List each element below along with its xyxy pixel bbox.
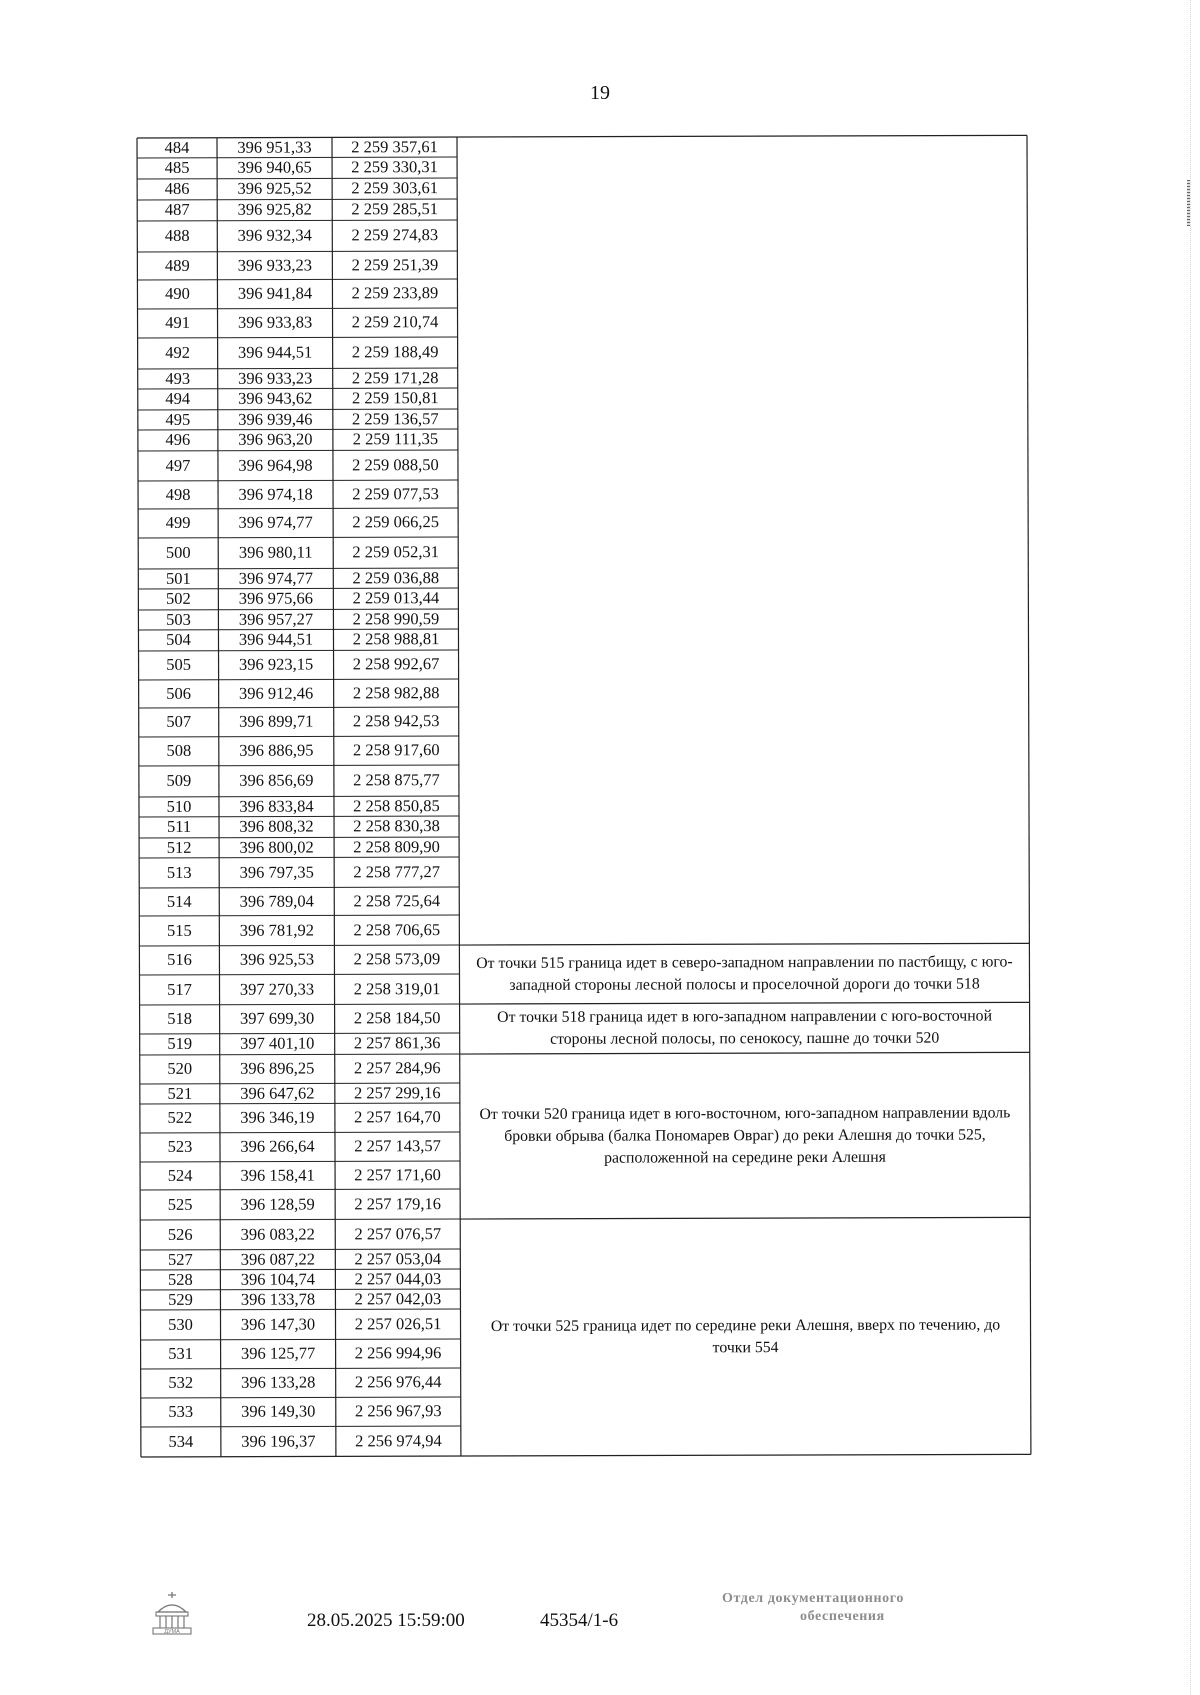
y-coordinate-cell: 2 258 917,60 [352, 740, 440, 760]
x-coordinate-cell: 396 941,84 [237, 283, 313, 303]
y-coordinate-cell: 2 258 573,09 [353, 949, 441, 969]
y-coordinate-cell: 2 259 171,28 [351, 367, 439, 388]
point-number-cell: 519 [167, 1034, 193, 1054]
y-coordinate-cell: 2 258 875,77 [353, 770, 440, 790]
x-coordinate-cell: 396 128,59 [240, 1194, 315, 1214]
point-number-cell: 492 [165, 343, 191, 363]
point-number-cell: 489 [164, 255, 190, 275]
x-coordinate-cell: 396 104,74 [240, 1269, 316, 1289]
y-coordinate-cell: 2 259 136,57 [351, 408, 439, 429]
x-coordinate-cell: 396 951,33 [237, 137, 312, 157]
y-coordinate-cell: 2 258 319,01 [353, 978, 441, 999]
point-number-cell: 530 [168, 1314, 193, 1334]
point-number-cell: 507 [166, 712, 192, 732]
y-coordinate-cell: 2 259 036,88 [352, 567, 440, 588]
y-coordinate-cell: 2 259 013,44 [352, 588, 440, 608]
x-coordinate-cell: 396 932,34 [237, 225, 312, 245]
x-coordinate-cell: 396 944,51 [238, 629, 314, 649]
x-coordinate-cell: 396 196,37 [241, 1431, 316, 1451]
x-coordinate-cell: 396 833,84 [239, 796, 314, 816]
y-coordinate-cell: 2 259 274,83 [351, 225, 439, 245]
y-coordinate-cell: 2 259 077,53 [352, 483, 439, 504]
y-coordinate-cell: 2 257 076,57 [354, 1223, 442, 1244]
footer-doc-number: 45354/1-6 [540, 1610, 619, 1631]
point-number-cell: 485 [164, 158, 190, 178]
x-coordinate-cell: 396 647,62 [240, 1083, 315, 1103]
y-coordinate-cell: 2 258 706,65 [353, 919, 441, 940]
coordinates-table [137, 135, 1101, 1558]
y-coordinate-cell: 2 258 988,81 [352, 629, 440, 649]
y-coordinate-cell: 2 259 188,49 [351, 342, 439, 362]
point-number-cell: 517 [167, 979, 192, 999]
y-coordinate-cell: 2 259 111,35 [352, 429, 439, 449]
x-coordinate-cell: 396 147,30 [240, 1314, 316, 1334]
y-coordinate-cell: 2 259 066,25 [352, 512, 439, 532]
scan-edge-mark [1187, 180, 1190, 226]
x-coordinate-cell: 396 933,23 [237, 255, 313, 275]
y-coordinate-cell: 2 259 303,61 [351, 178, 438, 198]
x-coordinate-cell: 396 856,69 [239, 770, 314, 790]
y-coordinate-cell: 2 258 830,38 [353, 816, 440, 836]
y-coordinate-cell: 2 256 974,94 [355, 1430, 442, 1451]
x-coordinate-cell: 396 789,04 [239, 891, 314, 911]
x-coordinate-cell: 396 939,46 [238, 409, 313, 429]
boundary-description-cell: От точки 518 граница идет в юго-западном направлении с юго-восточной стороны лесной полосы, по сенокосу, пашне до точки 520 [497, 1007, 993, 1048]
x-coordinate-cell: 396 933,83 [237, 312, 313, 332]
x-coordinate-cell: 396 964,98 [238, 455, 313, 475]
point-number-cell: 513 [166, 862, 192, 882]
point-number-cell: 534 [168, 1431, 194, 1451]
point-number-cell: 504 [166, 630, 191, 650]
point-number-cell: 487 [164, 200, 190, 220]
x-coordinate-cell: 396 133,28 [241, 1372, 316, 1392]
x-coordinate-cell: 396 940,65 [237, 157, 312, 177]
y-coordinate-cell: 2 258 942,53 [352, 711, 440, 731]
point-number-cell: 500 [165, 543, 191, 563]
y-coordinate-cell: 2 258 809,90 [353, 836, 440, 857]
x-coordinate-cell: 396 266,64 [240, 1136, 315, 1156]
y-coordinate-cell: 2 256 976,44 [354, 1372, 442, 1392]
point-number-cell: 498 [165, 484, 191, 504]
x-coordinate-cell: 396 925,52 [237, 178, 312, 198]
svg-text:ДУМА: ДУМА [164, 1629, 180, 1635]
point-number-cell: 525 [167, 1194, 193, 1214]
point-number-cell: 528 [167, 1269, 193, 1289]
x-coordinate-cell: 396 933,23 [238, 368, 313, 388]
x-coordinate-cell: 396 974,77 [238, 568, 313, 588]
y-coordinate-cell: 2 256 967,93 [354, 1401, 442, 1421]
point-number-cell: 529 [168, 1289, 193, 1309]
point-number-cell: 518 [167, 1009, 193, 1029]
y-coordinate-cell: 2 259 233,89 [351, 283, 439, 303]
y-coordinate-cell: 2 257 164,70 [354, 1107, 441, 1127]
x-coordinate-cell: 396 957,27 [238, 609, 314, 629]
y-coordinate-cell: 2 257 299,16 [353, 1082, 441, 1103]
footer-datetime: 28.05.2025 15:59:00 [307, 1610, 465, 1631]
point-number-cell: 510 [166, 796, 192, 816]
y-coordinate-cell: 2 257 861,36 [353, 1033, 441, 1053]
x-coordinate-cell: 396 149,30 [241, 1401, 316, 1421]
point-number-cell: 516 [167, 950, 192, 970]
y-coordinate-cell: 2 257 284,96 [353, 1058, 441, 1078]
point-number-cell: 484 [164, 137, 190, 157]
point-number-cell: 505 [166, 655, 191, 675]
x-coordinate-cell: 396 781,92 [239, 920, 315, 940]
x-coordinate-cell: 397 401,10 [240, 1033, 315, 1053]
y-coordinate-cell: 2 259 251,39 [351, 254, 439, 275]
x-coordinate-cell: 396 899,71 [239, 711, 314, 731]
x-coordinate-cell: 396 346,19 [240, 1107, 315, 1127]
point-number-cell: 524 [167, 1165, 193, 1185]
y-coordinate-cell: 2 257 053,04 [354, 1248, 442, 1269]
y-coordinate-cell: 2 257 171,60 [354, 1164, 441, 1185]
point-number-cell: 506 [166, 683, 192, 703]
point-number-cell: 499 [165, 513, 191, 533]
point-number-cell: 521 [167, 1083, 193, 1103]
x-coordinate-cell: 396 974,18 [238, 484, 313, 504]
point-number-cell: 493 [165, 368, 191, 388]
point-number-cell: 520 [167, 1059, 193, 1079]
point-number-cell: 526 [167, 1224, 193, 1244]
x-coordinate-cell: 396 923,15 [238, 654, 314, 674]
y-coordinate-cell: 2 257 026,51 [354, 1313, 442, 1334]
y-coordinate-cell: 2 258 850,85 [353, 795, 440, 816]
duma-logo [150, 1590, 194, 1636]
x-coordinate-cell: 396 963,20 [238, 429, 313, 449]
x-coordinate-cell: 396 974,77 [238, 512, 313, 532]
point-number-cell: 502 [165, 589, 191, 609]
x-coordinate-cell: 396 808,32 [239, 816, 314, 836]
y-coordinate-cell: 2 258 990,59 [352, 608, 440, 629]
point-number-cell: 488 [164, 226, 190, 246]
y-coordinate-cell: 2 258 992,67 [352, 654, 440, 674]
y-coordinate-cell: 2 258 777,27 [353, 861, 441, 882]
x-coordinate-cell: 396 944,51 [237, 342, 313, 362]
y-coordinate-cell: 2 258 982,88 [352, 682, 440, 703]
boundary-description-cell: От точки 515 граница идет в северо-западном направлении по пастбищу, с юго-западной стороны лесной полосы и проселочной дороги до точки 518 [476, 952, 1013, 994]
x-coordinate-cell: 396 158,41 [240, 1165, 315, 1185]
point-number-cell: 497 [165, 455, 191, 475]
point-number-cell: 496 [165, 430, 191, 450]
y-coordinate-cell: 2 259 357,61 [351, 136, 438, 157]
point-number-cell: 531 [168, 1344, 194, 1364]
x-coordinate-cell: 396 083,22 [240, 1224, 315, 1244]
point-number-cell: 503 [166, 609, 191, 629]
point-number-cell: 533 [168, 1402, 194, 1422]
y-coordinate-cell: 2 257 044,03 [354, 1268, 442, 1289]
point-number-cell: 509 [166, 771, 192, 791]
point-number-cell: 512 [166, 837, 192, 857]
point-number-cell: 532 [168, 1373, 194, 1393]
point-number-cell: 515 [166, 920, 192, 940]
boundary-description-cell: От точки 525 граница идет по середине реки Алешня, вверх по течению, до точки 554 [490, 1315, 1001, 1356]
x-coordinate-cell: 396 125,77 [240, 1343, 316, 1363]
y-coordinate-cell: 2 258 725,64 [353, 890, 441, 911]
y-coordinate-cell: 2 259 052,31 [352, 542, 440, 562]
point-number-cell: 522 [167, 1108, 193, 1128]
y-coordinate-cell: 2 257 179,16 [354, 1193, 442, 1214]
point-number-cell: 514 [166, 891, 192, 911]
x-coordinate-cell: 396 980,11 [238, 542, 313, 562]
y-coordinate-cell: 2 259 285,51 [351, 199, 439, 219]
y-coordinate-cell: 2 258 184,50 [353, 1008, 441, 1028]
x-coordinate-cell: 396 975,66 [238, 588, 314, 608]
x-coordinate-cell: 396 133,78 [240, 1289, 316, 1309]
x-coordinate-cell: 396 925,82 [237, 199, 312, 219]
point-number-cell: 490 [165, 284, 190, 304]
y-coordinate-cell: 2 257 042,03 [354, 1288, 442, 1309]
y-coordinate-cell: 2 256 994,96 [354, 1343, 442, 1363]
x-coordinate-cell: 396 886,95 [239, 740, 314, 760]
point-number-cell: 523 [167, 1137, 193, 1157]
page-number: 19 [590, 82, 610, 104]
point-number-cell: 501 [165, 568, 191, 588]
boundary-description-cell: От точки 520 граница идет в юго-восточном, юго-западном направлении вдоль бровки обрыва (балка Пономарев Овраг) до реки Алешня до точки 525, расположенной на середине реки Алешня [479, 1103, 1011, 1167]
point-number-cell: 495 [165, 409, 191, 429]
y-coordinate-cell: 2 259 150,81 [351, 388, 439, 408]
x-coordinate-cell: 396 087,22 [240, 1249, 315, 1269]
boundary-description-cell [457, 135, 1029, 945]
y-coordinate-cell: 2 257 143,57 [354, 1136, 441, 1156]
x-coordinate-cell: 396 925,53 [239, 949, 315, 969]
scan-edge-dots [1190, 0, 1192, 1695]
y-coordinate-cell: 2 259 088,50 [352, 454, 439, 475]
point-number-cell: 494 [165, 389, 191, 409]
x-coordinate-cell: 396 800,02 [239, 837, 314, 857]
x-coordinate-cell: 396 912,46 [238, 683, 314, 703]
point-number-cell: 511 [166, 817, 192, 837]
point-number-cell: 508 [166, 741, 192, 761]
x-coordinate-cell: 397 699,30 [239, 1008, 315, 1028]
point-number-cell: 491 [165, 313, 190, 333]
point-number-cell: 486 [164, 179, 190, 199]
x-coordinate-cell: 396 896,25 [240, 1058, 315, 1078]
y-coordinate-cell: 2 259 330,31 [351, 157, 438, 177]
point-number-cell: 527 [167, 1249, 193, 1269]
stamp-department-line2: обеспечения [800, 1609, 885, 1624]
stamp-department-line1: Отдел документационного [722, 1591, 904, 1606]
x-coordinate-cell: 397 270,33 [239, 979, 315, 999]
x-coordinate-cell: 396 797,35 [239, 862, 314, 882]
x-coordinate-cell: 396 943,62 [238, 388, 313, 408]
y-coordinate-cell: 2 259 210,74 [351, 312, 439, 332]
